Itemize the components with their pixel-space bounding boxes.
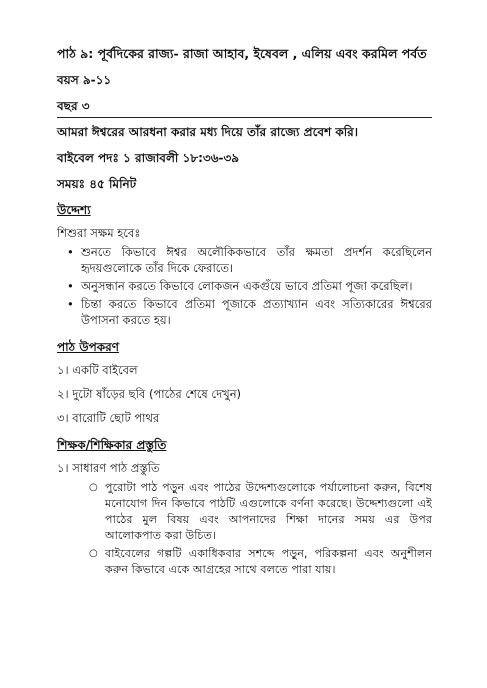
hollow-circle-icon: ○ [89,482,98,493]
objectives-heading: উদ্দেশ্য [57,203,91,217]
divider [57,117,432,118]
age-range: বয়স ৯-১১ [57,73,112,87]
objectives-intro: শিশুরা সক্ষম হবেঃ [57,226,141,240]
preparation-subheading: ১। সাধারণ পাঠ প্রস্তুতি [57,461,160,475]
preparation-list [57,480,432,578]
hollow-circle-icon: ○ [89,548,98,559]
list-item: • শুনতে কিভাবে ঈশ্বর অলৌকিকভাবে তাঁর ক্ষমতা প্রদর্শন করেছিলেন হৃদয়গুলোকে তাঁর দিকে ফেরাতে। [67,245,432,275]
bullet-dot-icon: • [67,245,74,259]
lesson-duration: সময়ঃ ৪৫ মিনিট [57,177,137,191]
list-item: ○ পুরোটা পাঠ পড়ুন এবং পাঠের উদ্দেশ্যগুলোকে পর্যালোচনা করুন, বিশেষ মনোযোগ দিন কিভাবে পাঠটি এগুলোকে বর্ণনা করেছে। উদ্দেশ্যগুলো এই পাঠের মুল বিষয় এবং আপনাদের শিক্ষা দানের সময় এর উপর আলোকপাত করা উচিত। [89,481,432,542]
list-item: ○ বাইবেলের গল্পটি একাধিকবার সশব্দে পড়ুন, পরিকল্পনা এবং অনুশীলন করুন কিভাবে একে আগ্রহের সাথে বলতে পারা যায়। [89,547,432,576]
lesson-theme: আমরা ঈশ্বরের আরধনা করার মধ্য দিয়ে তাঁর রাজ্যে প্রবেশ করি। [57,125,359,139]
bible-passage: বাইবেল পদঃ ১ রাজাবলী ১৮:৩৬-৩৯ [57,151,240,165]
bullet-dot-icon: • [67,297,74,311]
lesson-title: পাঠ ৯: পূর্বদিকের রাজ্য- রাজা আহাব, ইষেবল , এলিয় এবং করমিল পর্বত [57,46,427,61]
material-item: ৩। বারোটি ছোট পাথর [57,411,160,425]
material-item: ২। দুটো ষাঁড়ের ছবি (পাঠের শেষে দেখুন) [57,387,242,401]
year-label: বছর ৩ [57,99,90,113]
objectives-list [57,244,432,328]
bullet-dot-icon: • [67,279,74,293]
material-item: ১। একটি বাইবেল [57,363,138,377]
list-item: • চিন্তা করতে কিভাবে প্রতিমা পূজাকে প্রত্যাখ্যান এবং সত্যিকারের ঈশ্বরের উপাসনা করতে হয়। [67,297,432,327]
materials-heading: পাঠ উপকরণ [57,340,119,354]
preparation-heading: শিক্ষক/শিক্ষিকার প্রস্তুতি [57,438,167,452]
list-item: • অনুসন্ধান করতে কিভাবে লোকজন একগুঁয়ে ভাবে প্রতিমা পূজা করেছিল। [67,279,413,293]
